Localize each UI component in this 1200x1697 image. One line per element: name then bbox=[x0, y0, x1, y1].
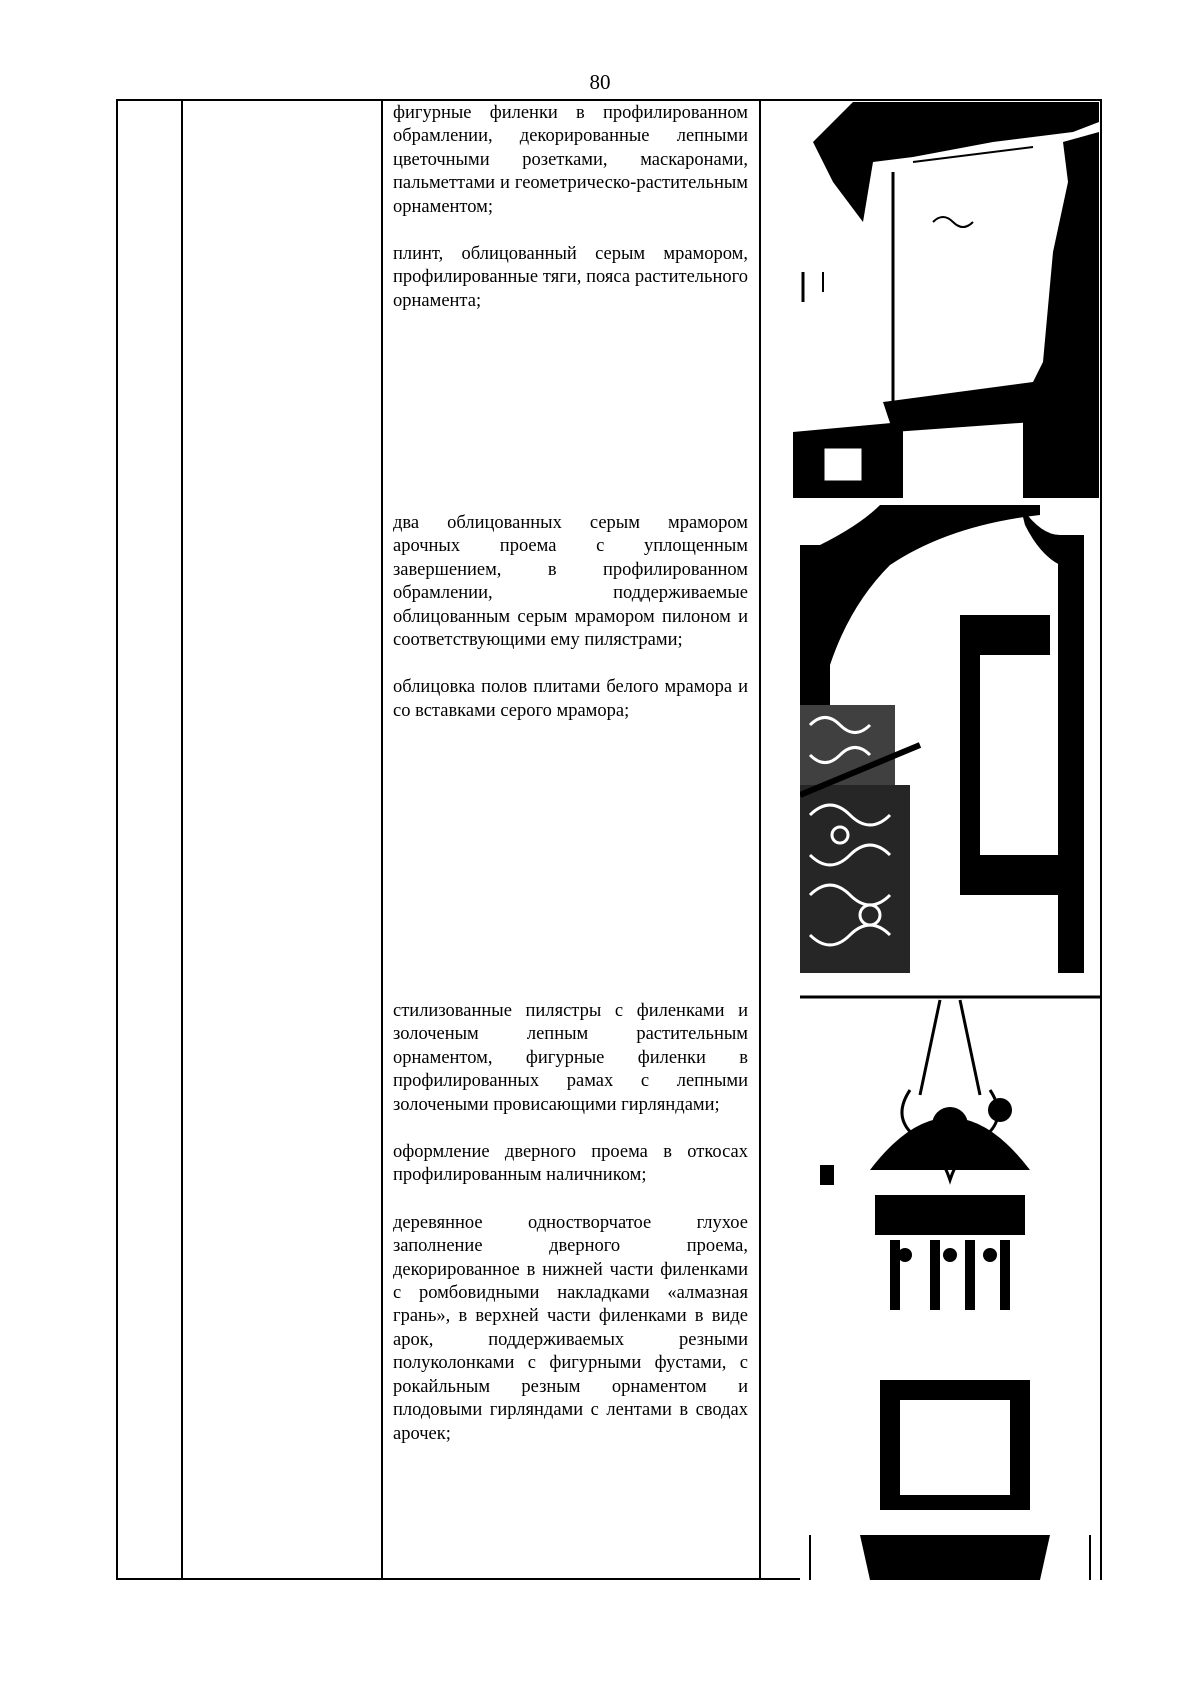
row-1-text bbox=[393, 102, 748, 337]
row-3-paragraph-2: оформление дверного проема в откосах профилированным наличником; bbox=[393, 1142, 748, 1186]
arch-staircase-photo bbox=[800, 505, 1084, 973]
column-divider bbox=[181, 101, 183, 1578]
column-divider bbox=[759, 101, 761, 1578]
door-garland-photo bbox=[800, 995, 1100, 1580]
row-1-paragraph-1: фигурные филенки в профилированном обрамлении, декорированные лепными цветочными розетками, маскаронами, пальметтами и геометрическо-растительным орнаментом; bbox=[393, 103, 748, 217]
wall-panel-photo bbox=[793, 102, 1099, 498]
row-3-paragraph-1: стилизованные пилястры с филенками и золоченым лепным растительным орнаментом, фигурные филенки в профилированных рамах с лепными золочеными провисающими гирляндами; bbox=[393, 1001, 748, 1115]
row-2-paragraph-2: облицовка полов плитами белого мрамора и со вставками серого мрамора; bbox=[393, 677, 748, 721]
row-3-paragraph-3: деревянное одностворчатое глухое заполнение дверного проема, декорированное в нижней части филенками с ромбовидными накладками «алмазная грань», в верхней части филенками в виде арок, поддерживаемых резными полуколонками с фигурными фустами, с рокайльным резным орнаментом и плодовыми гирляндами с лентами в сводах арочек; bbox=[393, 1212, 748, 1444]
column-divider bbox=[381, 101, 383, 1578]
row-2-text bbox=[393, 512, 748, 747]
page-number: 80 bbox=[589, 70, 611, 94]
row-1-paragraph-2: плинт, облицованный серым мрамором, профилированные тяги, пояса растительного орнамента; bbox=[393, 244, 748, 311]
row-3-text bbox=[393, 1000, 748, 1470]
row-2-paragraph-1: два облицованных серым мрамором арочных проема с уплощенным завершением, в профилированном обрамлении, поддерживаемые облицованным серым мрамором пилоном и соответствующими ему пилястрами; bbox=[393, 513, 748, 651]
